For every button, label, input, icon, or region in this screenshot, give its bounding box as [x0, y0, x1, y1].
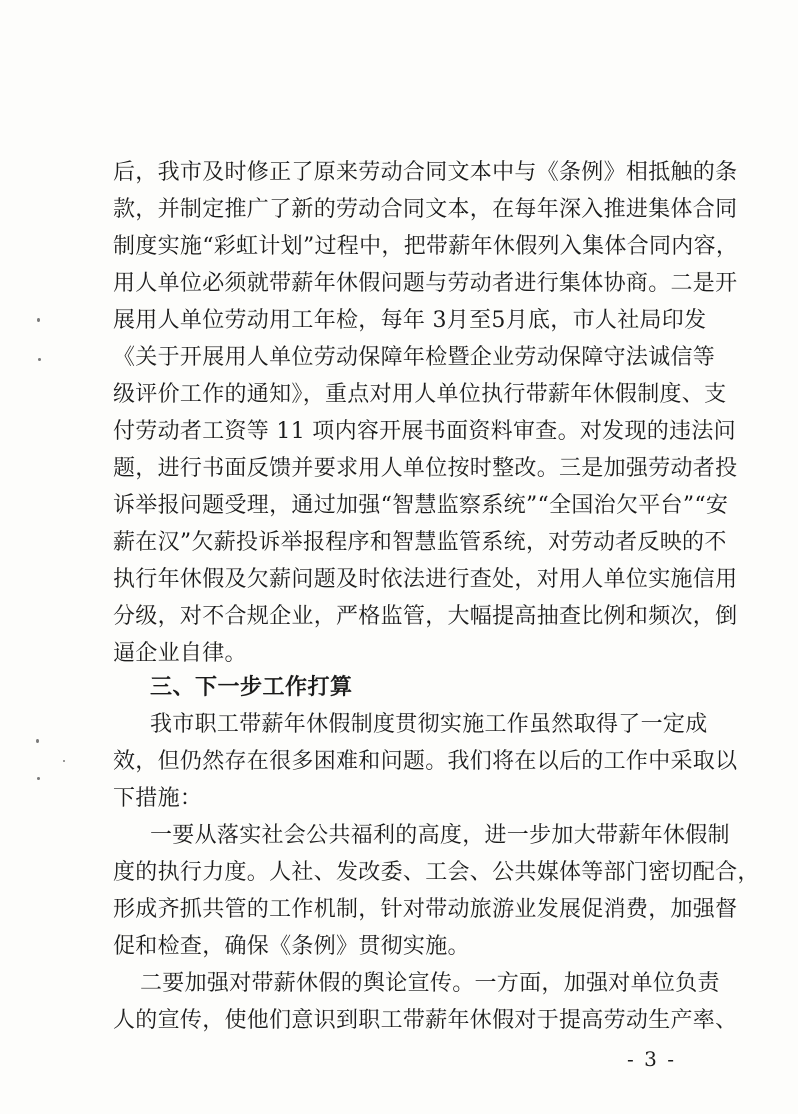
paragraph-3-line-3: 形成齐抓共管的工作机制，针对带动旅游业发展促消费，加强督: [113, 897, 738, 922]
paragraph-1-line-7: 级评价工作的通知》，重点对用人单位执行带薪年休假制度、支: [113, 382, 727, 407]
paragraph-1-line-3: 制度实施“彩虹计划”过程中，把带薪年休假列入集体合同内容，: [113, 234, 739, 259]
scan-speck: [37, 777, 40, 780]
scan-speck: [37, 318, 40, 322]
paragraph-1-line-10: 诉举报问题受理，通过加强“智慧监察系统”“全国治欠平台”“安: [113, 493, 729, 518]
paragraph-1-line-14: 逼企业自律。: [113, 641, 247, 666]
paragraph-2-line-2: 效，但仍然存在很多困难和问题。我们将在以后的工作中采取以: [113, 749, 738, 774]
paragraph-3-line-4: 促和检查，确保《条例》贯彻实施。: [113, 934, 470, 959]
paragraph-1-line-5: 展用人单位劳动用工年检，每年 3月至5月底，市人社局印发: [113, 308, 707, 333]
paragraph-1-line-4: 用人单位必须就带薪年休假问题与劳动者进行集体协商。二是开: [113, 271, 738, 296]
paragraph-4-line-1: 二要加强对带薪休假的舆论宣传。一方面，加强对单位负责: [140, 971, 720, 996]
paragraph-1-line-13: 分级，对不合规企业，严格监管，大幅提高抽查比例和频次，倒: [113, 604, 738, 629]
paragraph-1-line-6: 《关于开展用人单位劳动保障年检暨企业劳动保障守法诚信等: [113, 345, 716, 370]
paragraph-1-line-2: 款，并制定推广了新的劳动合同文本，在每年深入推进集体合同: [113, 197, 738, 222]
scan-speck: [38, 358, 41, 361]
paragraph-1-line-1: 后，我市及时修正了原来劳动合同文本中与《条例》相抵触的条: [113, 160, 738, 185]
page-number: - 3 -: [627, 1047, 676, 1071]
paragraph-4-line-2: 人的宣传，使他们意识到职工带薪年休假对于提高劳动生产率、: [113, 1008, 738, 1033]
scan-speck: [63, 760, 65, 762]
paragraph-1-line-8: 付劳动者工资等 11 项内容开展书面资料审查。对发现的违法问: [113, 419, 736, 444]
paragraph-1-line-9: 题，进行书面反馈并要求用人单位按时整改。三是加强劳动者投: [113, 456, 738, 481]
paragraph-2-line-1: 我市职工带薪年休假制度贯彻实施工作虽然取得了一定成: [150, 712, 708, 737]
paragraph-1-line-11: 薪在汉”欠薪投诉举报程序和智慧监管系统，对劳动者反映的不: [113, 530, 727, 555]
paragraph-2-line-3: 下措施：: [113, 786, 203, 811]
section-heading: 三、下一步工作打算: [150, 675, 353, 700]
scan-speck: [36, 739, 39, 743]
paragraph-1-line-12: 执行年休假及欠薪问题及时依法进行查处，对用人单位实施信用: [113, 567, 738, 592]
paragraph-3-line-1: 一要从落实社会公共福利的高度，进一步加大带薪年休假制: [150, 823, 730, 848]
paragraph-3-line-2: 度的执行力度。人社、发改委、工会、公共媒体等部门密切配合，: [113, 860, 760, 885]
